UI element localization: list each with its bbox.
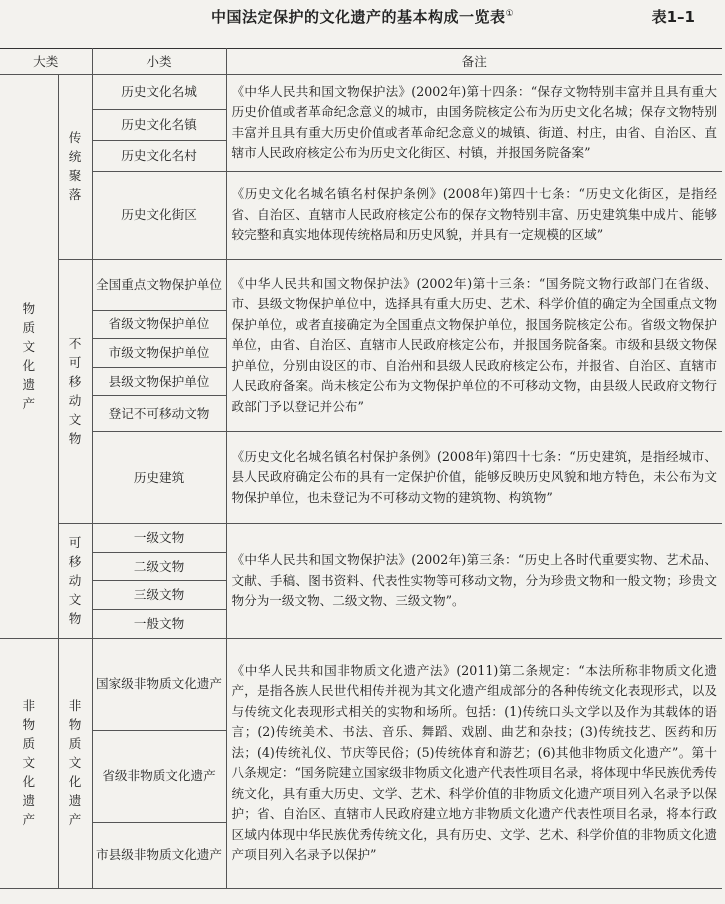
item-cell: 县级文物保护单位: [92, 367, 226, 396]
item-cell: 全国重点文物保护单位: [92, 259, 226, 310]
item-cell: 二级文物: [92, 552, 226, 581]
item-cell: 历史建筑: [92, 432, 226, 524]
category-intangible-label: 非物质文化遗产: [22, 698, 36, 828]
group-traditional-label: 传统聚落: [68, 130, 82, 203]
header-major: 大类: [0, 49, 92, 75]
table-row: [0, 171, 722, 259]
header-minor: 小类: [92, 49, 226, 75]
header-row: [0, 49, 722, 75]
heritage-table: [0, 48, 722, 889]
item-cell: 历史文化名镇: [92, 110, 226, 141]
item-cell: 一般文物: [92, 609, 226, 638]
group-intangible-label: 非物质文化遗产: [68, 698, 82, 828]
note-cell: 《历史文化名城名镇名村保护条例》(2008年)第四十七条：“历史建筑，是指经城市、县人民政府确定公布的具有一定保护价值，能够反映历史风貌和地方特色，未公布为文物保护单位，也未登记为不可移动文物的建筑物、构筑物”: [226, 432, 722, 524]
table-row: [0, 259, 722, 310]
table-number: 表1–1: [651, 8, 695, 26]
header-note: 备注: [226, 49, 722, 75]
item-cell: 市县级非物质文化遗产: [92, 822, 226, 888]
group-movable: [58, 524, 92, 638]
group-immovable-label: 不可移动文物: [68, 335, 82, 446]
note-cell: 《中华人民共和国非物质文化遗产法》(2011)第二条规定：“本法所称非物质文化遗产，是指各族人民世代相传并视为其文化遗产组成部分的各种传统文化表现形式，以及与传统文化表现形式相关的实物和场所。包括：(1)传统口头文学以及作为其载体的语言；(2)传统美术、书法、音乐、舞蹈、戏剧、曲艺和杂技；(3)传统技艺、医药和历法；(4)传统礼仪、节庆等民俗；(5)传统体育和游艺；(6)其他非物质文化遗产”。第十八条规定：“国务院建立国家级非物质文化遗产代表性项目名录，将体现中华民族优秀传统文化，具有重大历史、文学、艺术、科学价值的非物质文化遗产项目列入名录予以保护；省、自治区、直辖市人民政府建立地方非物质文化遗产代表性项目名录，将本行政区域内体现中华民族优秀传统文化，具有历史、文学、艺术、科学价值的非物质文化遗产项目列入名录予以保护”: [226, 638, 722, 888]
footnote-mark[interactable]: ①: [505, 9, 515, 19]
table-title: [0, 6, 725, 27]
item-cell: 市级文物保护单位: [92, 339, 226, 368]
item-cell: 历史文化名村: [92, 140, 226, 171]
item-cell: 历史文化街区: [92, 171, 226, 259]
note-cell: 《中华人民共和国文物保护法》(2002年)第十三条：“国务院文物行政部门在省级、市、县级文物保护单位中，选择具有重大历史、艺术、科学价值的确定为全国重点文物保护单位，或者直接确定为全国重点文物保护单位，报国务院核定公布。省级文物保护单位，由省、自治区、直辖市人民政府核定公布，并报国务院备案。市级和县级文物保护单位，分别由设区的市、自治州和县级人民政府核定公布，并报省、自治区、直辖市人民政府备案。尚未核定公布为文物保护单位的不可移动文物，由县级人民政府文物行政部门予以登记并公布”: [226, 259, 722, 432]
title-text: 中国法定保护的文化遗产的基本构成一览表: [210, 8, 506, 26]
item-cell: 省级非物质文化遗产: [92, 730, 226, 822]
category-intangible: [0, 638, 58, 888]
table-row: [0, 524, 722, 553]
group-immovable: [58, 259, 92, 524]
item-cell: 三级文物: [92, 581, 226, 610]
group-movable-label: 可移动文物: [68, 534, 82, 626]
group-intangible: [58, 638, 92, 888]
category-material: [0, 74, 58, 638]
note-cell: 《历史文化名城名镇名村保护条例》(2008年)第四十七条：“历史文化街区，是指经省、自治区、直辖市人民政府核定公布的保存文物特别丰富、历史建筑集中成片、能够较完整和真实地体现传统格局和历史风貌，并具有一定规模的区域”: [226, 171, 722, 259]
table-row: [0, 638, 722, 730]
item-cell: 登记不可移动文物: [92, 396, 226, 432]
item-cell: 省级文物保护单位: [92, 310, 226, 339]
note-cell: 《中华人民共和国文物保护法》(2002年)第三条：“历史上各时代重要实物、艺术品、文献、手稿、图书资料、代表性实物等可移动文物，分为珍贵文物和一般文物；珍贵文物分为一级文物、二级文物、三级文物”。: [226, 524, 722, 638]
table-row: [0, 74, 722, 110]
table-row: [0, 432, 722, 524]
item-cell: 国家级非物质文化遗产: [92, 638, 226, 730]
item-cell: 历史文化名城: [92, 74, 226, 110]
note-cell: 《中华人民共和国文物保护法》(2002年)第十四条：“保存文物特别丰富并且具有重大历史价值或者革命纪念意义的城市，由国务院核定公布为历史文化名城；保存文物特别丰富并且具有重大历史价值或者革命纪念意义的城镇、街道、村庄，由省、自治区、直辖市人民政府核定公布为历史文化街区、村镇，并报国务院备案”: [226, 74, 722, 171]
category-material-label: 物质文化遗产: [22, 300, 36, 411]
item-cell: 一级文物: [92, 524, 226, 553]
group-traditional: [58, 74, 92, 259]
